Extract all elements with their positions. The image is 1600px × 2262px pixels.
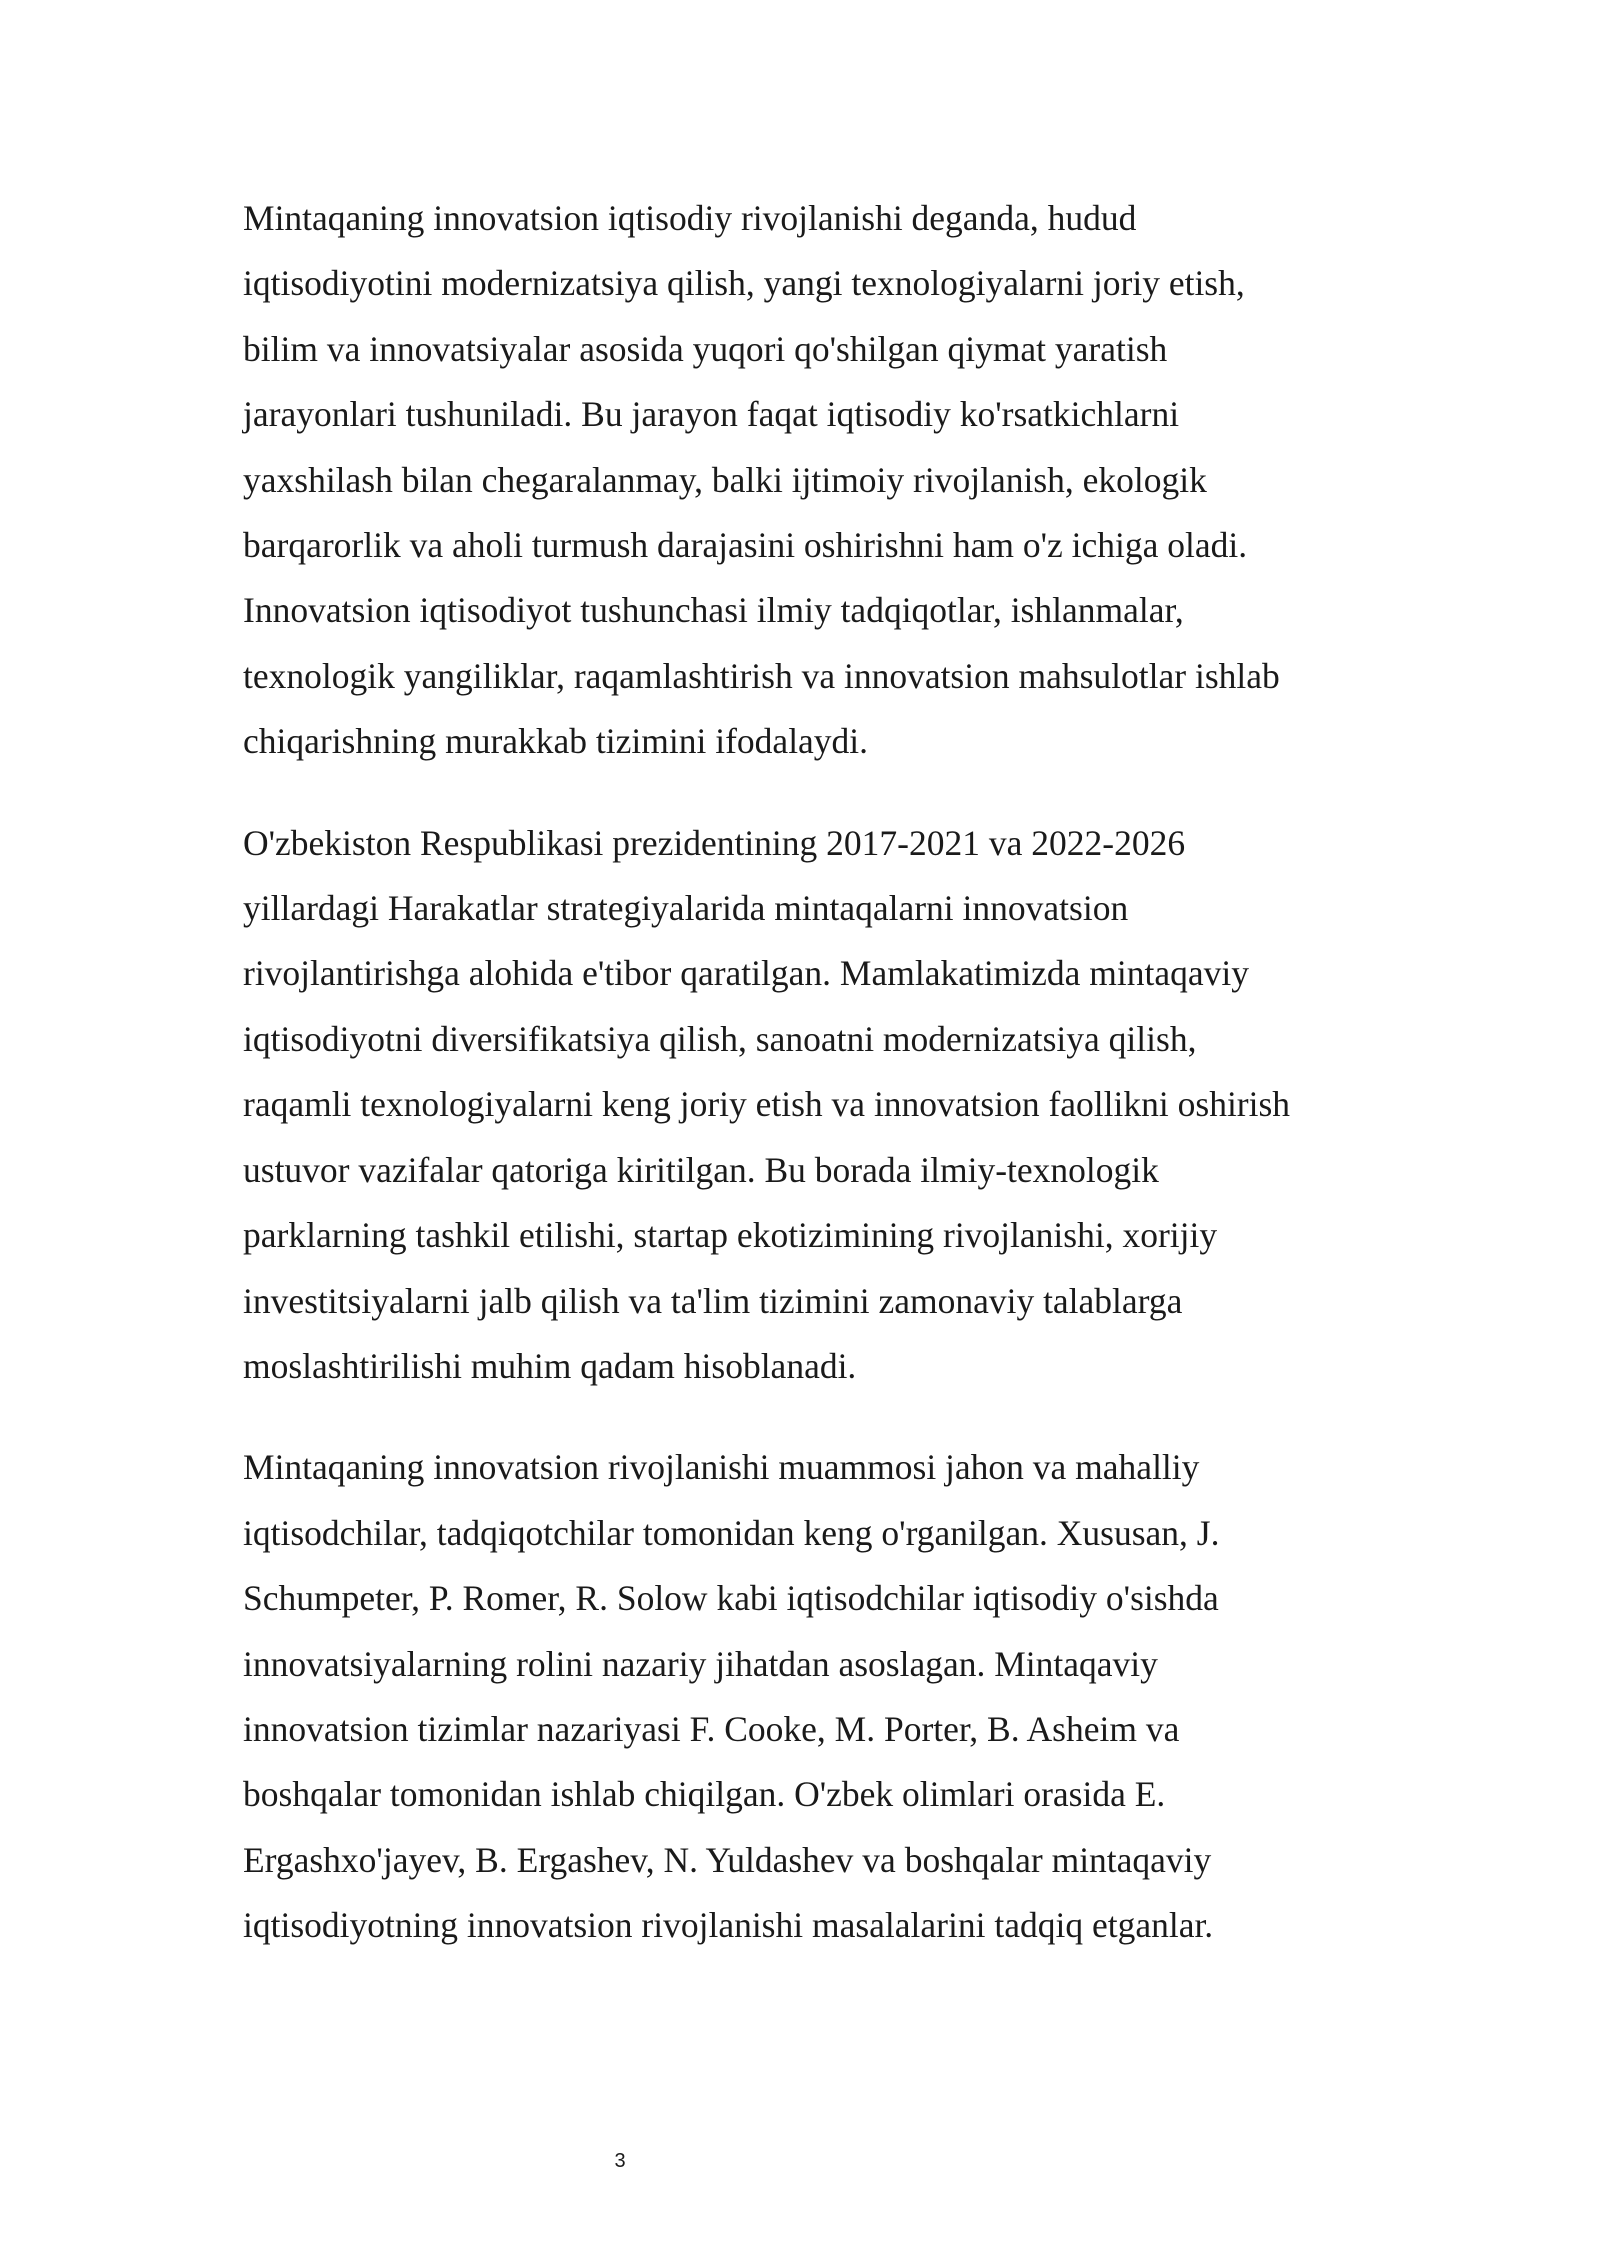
- page-number: 3: [614, 2150, 626, 2172]
- paragraph-3: Mintaqaning innovatsion rivojlanishi muammosi jahon va mahalliy iqtisodchilar, tadqiqotchilar tomonidan keng o'rganilgan. Xususan, J. Schumpeter, P. Romer, R. Solow kabi iqtisodchilar iqtisodiy o'sishda innovatsiyalarning rolini nazariy jihatdan asoslagan. Mintaqaviy innovatsion tizimlar nazariyasi F. Cooke, M. Porter, B. Asheim va boshqalar tomonidan ishlab chiqilgan. O'zbek olimlari orasida E. Ergashxo'jayev, B. Ergashev, N. Yuldashev va boshqalar mintaqaviy iqtisodiyotning innovatsion rivojlanishi masalalarini tadqiq etganlar.: [243, 1447, 1220, 1946]
- paragraph-1: Mintaqaning innovatsion iqtisodiy rivojlanishi deganda, hudud iqtisodiyotini modernizatsiya qilish, yangi texnologiyalarni joriy etish, bilim va innovatsiyalar asosida yuqori qo'shilgan qiymat yaratish jarayonlari tushuniladi. Bu jarayon faqat iqtisodiy ko'rsatkichlarni yaxshilash bilan chegaralanmay, balki ijtimoiy rivojlanish, ekologik barqarorlik va aholi turmush darajasini oshirishni ham o'z ichiga oladi. Innovatsion iqtisodiyot tushunchasi ilmiy tadqiqotlar, ishlanmalar, texnologik yangiliklar, raqamlashtirish va innovatsion mahsulotlar ishlab chiqarishning murakkab tizimini ifodalaydi.: [243, 198, 1280, 762]
- document-body: [243, 186, 1383, 1995]
- paragraph-2: O'zbekiston Respublikasi prezidentining 2017-2021 va 2022-2026 yillardagi Harakatlar strategiyalarida mintaqalarni innovatsion rivojlantirishga alohida e'tibor qaratilgan. Mamlakatimizda mintaqaviy iqtisodiyotni diversifikatsiya qilish, sanoatni modernizatsiya qilish, raqamli texnologiyalarni keng joriy etish va innovatsion faollikni oshirish ustuvor vazifalar qatoriga kiritilgan. Bu borada ilmiy-texnologik parklarning tashkil etilishi, startap ekotizimining rivojlanishi, xorijiy investitsiyalarni jalb qilish va ta'lim tizimini zamonaviy talablarga moslashtirilishi muhim qadam hisoblanadi.: [243, 822, 1291, 1386]
